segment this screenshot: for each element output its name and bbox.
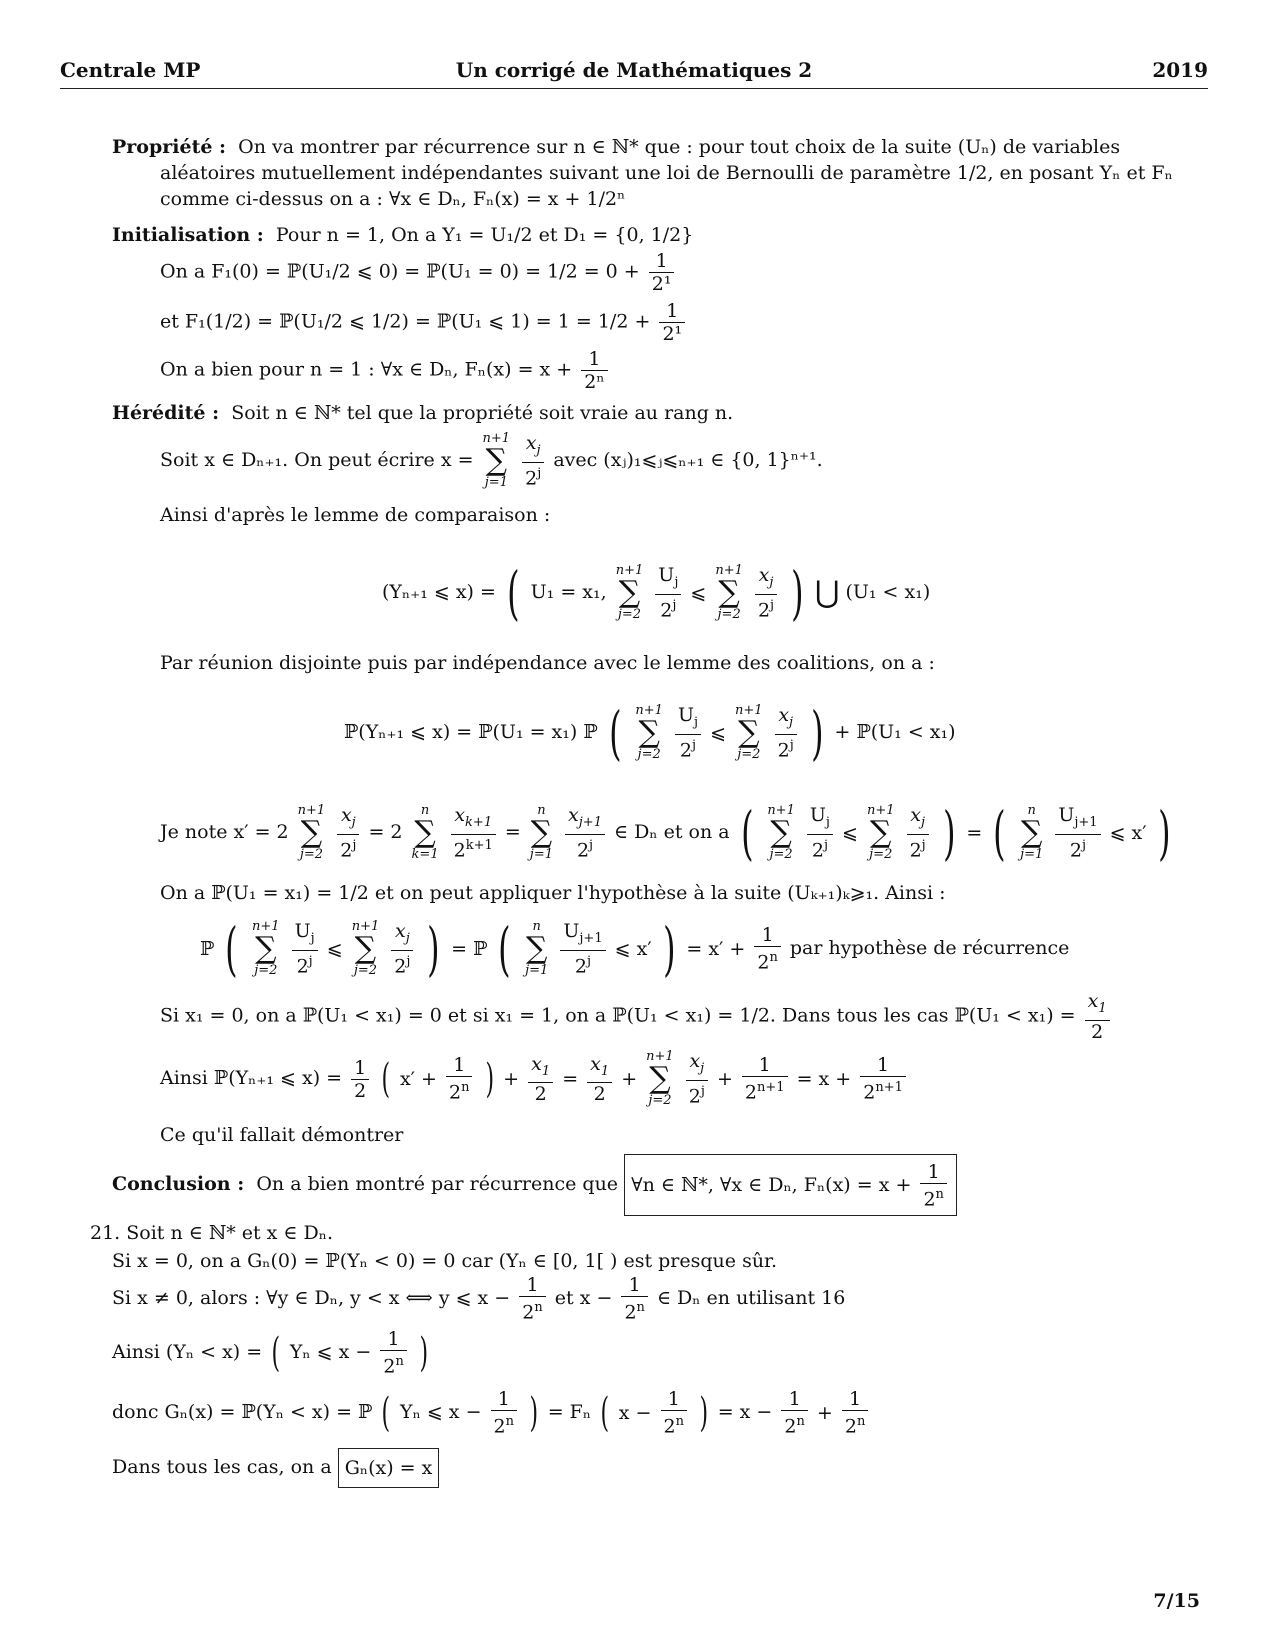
initialisation-label: Initialisation : — [112, 224, 264, 246]
q21-text-3a: Si x ≠ 0, alors : ∀y ∈ Dₙ, y < x ⟺ y ⩽ x − — [112, 1287, 511, 1309]
hypothese-line: ℙ ( n+1 ∑ j=2 $\frac{U_j}{2^j}$ ⩽ n+1 ∑ j=2 $\frac{x_j}{2^j}$ ) = ℙ ( n ∑ j=1 $\frac{U_{j+1}}{2^j}$ ⩽ x′ ) = x′ + $\frac{1}{2^n}$ par hypothèse de récurrence — [200, 915, 1070, 983]
q21-line-2: Si x = 0, on a Gₙ(0) = ℙ(Yₙ < 0) = 0 car (Yₙ ∈ [0, 1[ ) est presque sûr. — [112, 1250, 778, 1272]
paren-left: ( — [225, 915, 238, 983]
ainsi-p-line: Ainsi ℙ(Yₙ₊₁ ⩽ x) = $\frac{1}{2}$ ( x′ + $\frac{1}{2^n}$ ) + $\frac{x_1}{2}$ = $\frac{x_1}{2}$ + n+1 ∑ j=2 $\frac{x_j}{2^j}$ + $\frac{1}{2^{n+1}}$ = x + $\frac{1}{2^{n+1}}$ — [160, 1040, 909, 1117]
xj-over-2j: $\frac{x_j}{2^j}$ — [755, 564, 777, 621]
paren-right: ) — [529, 1390, 539, 1436]
reunion-line: Par réunion disjointe puis par indépendance avec le lemme des coalitions, on a : — [160, 652, 935, 674]
paren-left: ( — [271, 1330, 281, 1376]
q21-text-3b: et x − — [554, 1287, 613, 1309]
one-half: $\frac{1}{2}$ — [351, 1057, 369, 1102]
equation-2: ℙ(Yₙ₊₁ ⩽ x) = ℙ(U₁ = x₁) ℙ ( n+1 ∑ j=2 $\frac{U_j}{2^j}$ ⩽ n+1 ∑ j=2 $\frac{x_j}{2^j}$ ) + ℙ(U₁ < x₁) — [344, 699, 956, 767]
ce-quil-line: Ce qu'il fallait démontrer — [160, 1124, 404, 1146]
one-over-2n: $\frac{1}{2^n}$ — [920, 1161, 946, 1210]
one-over-2n: $\frac{1}{2^n}$ — [842, 1388, 868, 1437]
je-note-line: Je note x′ = 2 n+1 ∑ j=2 $\frac{x_j}{2^j}$ = 2 n ∑ k=1 $\frac{x_{k+1}}{2^{k+1}}$ = n ∑ j=1 $\frac{x_{j+1}}{2^j}$ ∈ Dₙ et on a ( n+1 ∑ j=2 $\frac{U_j}{2^j}$ ⩽ n+1 ∑ j=2 $\frac{x_j}{2^j}$ ) = ( n ∑ j=1 $\frac{U_{j+1}}{2^j}$ ⩽ x′ ) — [160, 799, 1171, 867]
sum-symbol: n+1 ∑ j=2 — [252, 919, 280, 978]
page-header — [60, 52, 1208, 89]
conclusion-line — [112, 1154, 957, 1216]
one-over-2n: $\frac{1}{2^n}$ — [446, 1054, 472, 1103]
paren-left: ( — [608, 699, 622, 767]
propriete-line-3: comme ci-dessus on a : ∀x ∈ Dₙ, Fₙ(x) = x + 1/2ⁿ — [160, 188, 626, 210]
header-left: Centrale MP — [60, 58, 201, 82]
paren-left: ( — [740, 799, 754, 867]
eq2-left: ℙ(Yₙ₊₁ ⩽ x) = ℙ(U₁ = x₁) ℙ — [344, 721, 598, 743]
x1-over-2: $\frac{x_1}{2}$ — [528, 1053, 553, 1106]
xj-over-2j: $\frac{x_j}{2^j}$ — [775, 704, 797, 761]
eq1-left: (Yₙ₊₁ ⩽ x) = — [382, 581, 496, 603]
one-over-2n: $\frac{1}{2^n}$ — [380, 1328, 406, 1377]
q21-line-6 — [112, 1448, 439, 1488]
xj-over-2j: $\frac{x_j}{2^j}$ — [686, 1050, 708, 1107]
init-f0-line — [160, 250, 677, 295]
sum-symbol: n+1 ∑ j=2 — [646, 1049, 674, 1108]
uj-over-2j: $\frac{U_j}{2^j}$ — [292, 920, 318, 977]
heredite-line — [112, 400, 733, 426]
paren-left: ( — [600, 1390, 610, 1436]
q21-text-4b: Yₙ ⩽ x − — [289, 1341, 372, 1363]
hyp-text: par hypothèse de récurrence — [789, 937, 1070, 959]
xj-over-2j: $\frac{x_j}{2^j}$ — [522, 432, 544, 489]
frac-num: 1 — [649, 250, 675, 273]
union-symbol: ⋃ — [814, 575, 840, 610]
frac-den: 2¹ — [651, 273, 672, 295]
init-bien-line — [160, 348, 611, 393]
x1-over-2: $\frac{x_1}{2}$ — [587, 1053, 612, 1106]
paren-left: ( — [381, 1056, 391, 1102]
q21-text-6: Dans tous les cas, on a — [112, 1456, 332, 1478]
propriete-text-1: On va montrer par récurrence sur n ∈ ℕ* que : pour tout choix de la suite (Uₙ) de variables — [238, 136, 1121, 158]
sum-symbol: n+1 ∑ j=1 — [482, 431, 511, 490]
paren-right: ) — [419, 1330, 428, 1376]
q21-text-1: Soit n ∈ ℕ* et x ∈ Dₙ. — [126, 1222, 334, 1244]
paren-right: ) — [485, 1056, 494, 1102]
sum-symbol: n ∑ j=1 — [525, 919, 549, 978]
soit-x-text: Soit x ∈ Dₙ₊₁. On peut écrire x = — [160, 449, 474, 471]
conclusion-boxed-text: ∀n ∈ ℕ*, ∀x ∈ Dₙ, Fₙ(x) = x + — [631, 1174, 912, 1196]
conclusion-label: Conclusion : — [112, 1173, 245, 1195]
sum-symbol: n ∑ j=1 — [1020, 803, 1044, 862]
paren-right: ) — [810, 699, 824, 767]
frac-den: 2¹ — [662, 323, 683, 345]
propriete-line-1 — [112, 134, 1120, 160]
q21-line-1 — [90, 1220, 333, 1246]
conclusion-boxed-result — [624, 1154, 957, 1216]
one-over-2n: $\frac{1}{2^n}$ — [754, 924, 780, 973]
init-f12-fraction — [659, 300, 685, 345]
paren-right: ) — [942, 799, 956, 867]
q21-boxed-result: Gₙ(x) = x — [338, 1448, 440, 1488]
heredite-text: Soit n ∈ ℕ* tel que la propriété soit vraie au rang n. — [231, 402, 734, 424]
sum-symbol: n+1 ∑ j=2 — [866, 803, 895, 862]
frac-num: 1 — [581, 348, 607, 371]
uj-over-2j: $\frac{U_j}{2^j}$ — [807, 804, 833, 861]
page — [60, 52, 1208, 1632]
init-f12-text: et F₁(1/2) = ℙ(U₁/2 ⩽ 1/2) = ℙ(U₁ ⩽ 1) = 1 = 1/2 + — [160, 310, 651, 333]
paren-left: ( — [507, 559, 520, 627]
si-x1-text: Si x₁ = 0, on a ℙ(U₁ < x₁) = 0 et si x₁ = 1, on a ℙ(U₁ < x₁) = 1/2. Dans tous les cas ℙ(U₁ < x₁) = — [160, 1004, 1076, 1027]
one-over-2n: $\frac{1}{2^n}$ — [781, 1388, 807, 1437]
initialisation-line — [112, 222, 693, 248]
q21-text-5-inner: Yₙ ⩽ x − — [400, 1401, 482, 1423]
paren-right: ) — [1157, 799, 1171, 867]
si-x1-line — [160, 990, 1113, 1043]
je-note-mid2: = — [504, 821, 521, 843]
paren-right: ) — [699, 1390, 709, 1436]
sum-symbol: n+1 ∑ j=2 — [351, 919, 380, 978]
q21-text-3c: ∈ Dₙ en utilisant 16 — [656, 1287, 846, 1309]
init-f0-fraction — [649, 250, 675, 295]
eq1-right: (U₁ < x₁) — [845, 581, 931, 603]
eq2-right: + ℙ(U₁ < x₁) — [834, 721, 956, 743]
paren-right: ) — [662, 915, 676, 983]
q21-text-5b: = Fₙ — [547, 1401, 592, 1423]
q21-line-5: donc Gₙ(x) = ℙ(Yₙ < x) = ℙ ( Yₙ ⩽ x − $\frac{1}{2^n}$ ) = Fₙ ( x − $\frac{1}{2^n}$ ) = x − $\frac{1}{2^n}$ + $\frac{1}{2^n}$ — [112, 1382, 871, 1443]
sum-symbol: n+1 ∑ j=2 — [767, 803, 795, 862]
sum-symbol: n ∑ k=1 — [411, 803, 439, 862]
heredite-label: Hérédité : — [112, 402, 220, 424]
xj-over-2j: $\frac{x_j}{2^j}$ — [907, 804, 929, 861]
paren-left: ( — [498, 915, 511, 983]
je-note-mid1: = 2 — [368, 821, 403, 843]
q21-line-4 — [112, 1322, 431, 1382]
init-f12-line — [160, 300, 688, 345]
x1-over-2: $\frac{x_1}{2}$ — [1085, 990, 1110, 1043]
init-f0-text: On a F₁(0) = ℙ(U₁/2 ⩽ 0) = ℙ(U₁ = 0) = 1/2 = 0 + — [160, 260, 640, 283]
sum-symbol: n+1 ∑ j=2 — [735, 703, 763, 762]
ainsi-lemme-line: Ainsi d'après le lemme de comparaison : — [160, 504, 551, 526]
je-note-text: Je note x′ = 2 — [160, 821, 289, 843]
paren-left: ( — [381, 1390, 391, 1436]
uj1-over-2j: $\frac{U_{j+1}}{2^j}$ — [560, 920, 605, 977]
one-over-2n: $\frac{1}{2^n}$ — [621, 1274, 647, 1323]
q21-text-5a: donc Gₙ(x) = ℙ(Yₙ < x) = ℙ — [112, 1401, 373, 1423]
xj-over-2j: $\frac{x_j}{2^j}$ — [337, 804, 359, 861]
frac-num: 1 — [659, 300, 685, 323]
conclusion-text: On a bien montré par récurrence que — [256, 1173, 619, 1195]
q21-text-5c: = x − — [717, 1401, 773, 1423]
init-bien-fraction — [581, 348, 607, 393]
xj1-over-2j: $\frac{x_{j+1}}{2^j}$ — [565, 804, 605, 861]
one-over-2n: $\frac{1}{2^n}$ — [661, 1388, 687, 1437]
eq1-inner: U₁ = x₁, — [530, 581, 607, 603]
initialisation-text: Pour n = 1, On a Y₁ = U₁/2 et D₁ = {0, 1/2} — [275, 224, 694, 246]
sum-symbol: n+1 ∑ j=2 — [615, 563, 644, 622]
uj-over-2j: $\frac{U_j}{2^j}$ — [675, 704, 701, 761]
on-a-p-line: On a ℙ(U₁ = x₁) = 1/2 et on peut appliquer l'hypothèse à la suite (Uₖ₊₁)ₖ⩾₁. Ainsi : — [160, 882, 946, 904]
propriete-label: Propriété : — [112, 136, 227, 158]
uj-over-2j: $\frac{U_j}{2^j}$ — [655, 564, 681, 621]
equation-1: (Yₙ₊₁ ⩽ x) = ( U₁ = x₁, n+1 ∑ j=2 $\frac{U_j}{2^j}$ ⩽ n+1 ∑ j=2 $\frac{x_j}{2^j}$ ) ⋃ (U₁ < x₁) — [382, 559, 931, 627]
init-bien-text: On a bien pour n = 1 : ∀x ∈ Dₙ, Fₙ(x) = x + — [160, 358, 573, 381]
avec-text: avec (xⱼ)₁⩽ⱼ⩽ₙ₊₁ ∈ {0, 1}ⁿ⁺¹. — [553, 449, 823, 471]
header-right: 2019 — [1152, 58, 1208, 82]
uj1-over-2j: $\frac{U_{j+1}}{2^j}$ — [1055, 804, 1100, 861]
soit-x-line — [160, 430, 823, 490]
q21-number: 21. — [90, 1222, 121, 1244]
one-over-2n1: $\frac{1}{2^{n+1}}$ — [860, 1054, 906, 1103]
ainsi-p-text: Ainsi ℙ(Yₙ₊₁ ⩽ x) = — [160, 1067, 343, 1089]
paren-right: ) — [791, 559, 804, 627]
header-center: Un corrigé de Mathématiques 2 — [455, 58, 813, 82]
one-over-2n: $\frac{1}{2^n}$ — [491, 1388, 517, 1437]
sum-symbol: n+1 ∑ j=2 — [635, 703, 663, 762]
page-number: 7/15 — [1153, 1590, 1200, 1612]
paren-right: ) — [427, 915, 440, 983]
q21-line-3 — [112, 1270, 845, 1326]
xj-over-2j: $\frac{x_j}{2^j}$ — [391, 920, 413, 977]
sum-symbol: n+1 ∑ j=2 — [715, 563, 743, 622]
sum-symbol: n ∑ j=1 — [529, 803, 553, 862]
one-over-2n1: $\frac{1}{2^{n+1}}$ — [742, 1054, 788, 1103]
xk1-over-2k1: $\frac{x_{k+1}}{2^{k+1}}$ — [451, 804, 496, 861]
je-note-in: ∈ Dₙ et on a — [614, 821, 730, 843]
frac-den: 2ⁿ — [584, 371, 605, 393]
q21-text-4a: Ainsi (Yₙ < x) = — [112, 1341, 263, 1363]
one-over-2n: $\frac{1}{2^n}$ — [519, 1274, 545, 1323]
propriete-line-2: aléatoires mutuellement indépendantes suivant une loi de Bernoulli de paramètre 1/2, en posant Yₙ et Fₙ — [160, 162, 1173, 184]
sum-symbol: n+1 ∑ j=2 — [297, 803, 326, 862]
paren-left: ( — [993, 799, 1006, 867]
